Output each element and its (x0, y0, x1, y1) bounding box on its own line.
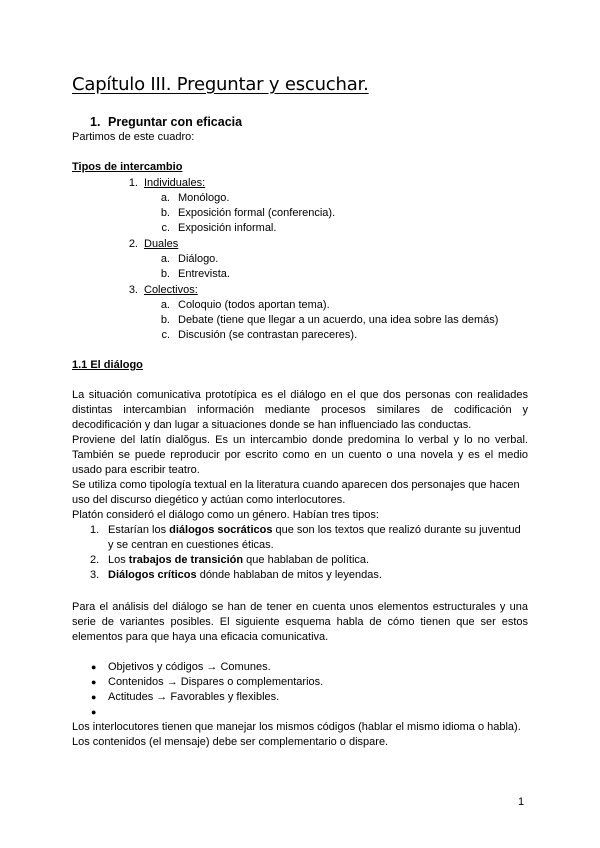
bullet-icon: ● (91, 707, 97, 717)
paragraph: Platón consideró el diálogo como un género. Habían tres tipos: (72, 509, 379, 521)
bullet-icon: ● (91, 677, 97, 687)
list-item-bold: diálogos socráticos (169, 524, 273, 536)
bullet-icon: ● (91, 692, 97, 702)
section-intro: Partimos de este cuadro: (72, 131, 195, 143)
list-item-text: Debate (tiene que llegar a un acuerdo, una idea sobre las demás) (178, 314, 499, 326)
list-letter: a. (160, 192, 170, 204)
list-letter: b. (160, 268, 170, 280)
list-item (156, 206, 335, 221)
list-letter: c. (161, 329, 170, 341)
group-label: Individuales: (144, 177, 206, 189)
paragraph: Para el análisis del diálogo se han de tener en cuenta unos elementos estructurales y una serie de variantes posibles. El siguiente esquema habla de cómo tienen que ser estos elementos para que haya una eficacia comunicativa. (72, 601, 528, 643)
list-item (72, 523, 528, 553)
list-item (156, 221, 276, 236)
section-heading-text: Preguntar con eficacia (108, 115, 243, 129)
section-number: 1. (90, 115, 101, 129)
page-number: 1 (518, 796, 525, 808)
list-item (156, 298, 330, 313)
list-letter: b. (160, 314, 170, 326)
list-number: 3. (128, 284, 138, 296)
paragraph: Los interlocutores tienen que manejar los mismos códigos (hablar el mismo idioma o habla). Los contenidos (el mensaje) debe ser complementario o dispare. (72, 721, 521, 748)
list-item (72, 568, 528, 583)
list-item (156, 191, 229, 206)
list-letter: a. (160, 299, 170, 311)
bullet-icon: ● (91, 662, 97, 672)
list-item (156, 252, 218, 267)
tipos-group (120, 176, 205, 191)
list-item-text: dónde hablaban de mitos y leyendas. (196, 569, 382, 581)
list-item-text: Monólogo. (178, 192, 230, 204)
list-number: 2. (90, 554, 100, 566)
list-number: 1. (128, 177, 138, 189)
list-item-text: Actitudes → Favorables y flexibles. (108, 691, 280, 703)
tipos-group (120, 283, 198, 298)
paragraph: Proviene del latín dialŏgus. Es un intercambio donde predomina lo verbal y lo no verbal. También se puede reproducir por escrito como en un cuento o una novela y es el medio usado para escribir teatro. (72, 434, 528, 476)
list-number: 1. (90, 524, 100, 536)
list-item (156, 267, 230, 282)
list-number: 2. (128, 238, 138, 250)
tipos-heading: Tipos de intercambio (72, 161, 183, 173)
subsection-heading: 1.1 El diálogo (72, 359, 143, 371)
list-number: 3. (90, 569, 100, 581)
list-letter: b. (160, 207, 170, 219)
list-item-bold: Diálogos críticos (108, 569, 197, 581)
list-item-bold: trabajos de transición (128, 554, 244, 566)
list-item-text: que son los textos que realizó durante su juventud y se centran en cuestiones éticas. (108, 524, 521, 551)
list-item-text: Coloquio (todos aportan tema). (178, 299, 330, 311)
list-item (156, 328, 357, 343)
list-item (72, 705, 528, 720)
list-item-text: Objetivos y códigos → Comunes. (108, 661, 271, 673)
list-item-text: Exposición formal (conferencia). (178, 207, 336, 219)
list-item-text: Estarían los (108, 524, 170, 536)
list-item (156, 313, 498, 328)
list-item (72, 660, 528, 675)
list-item (72, 690, 528, 705)
tipos-group (120, 237, 178, 252)
list-letter: a. (160, 253, 170, 265)
list-item-text: Contenidos → Dispares o complementarios. (108, 676, 324, 688)
list-item-text: Discusión (se contrastan pareceres). (178, 329, 358, 341)
list-item-text: Exposición informal. (178, 222, 277, 234)
dialog-types-list (72, 523, 528, 583)
list-item (72, 675, 528, 690)
list-item-text: Los (108, 554, 129, 566)
bullet-list (72, 660, 528, 720)
group-label: Duales (144, 238, 179, 250)
list-item-text: Entrevista. (178, 268, 230, 280)
list-item (72, 553, 528, 568)
paragraph: La situación comunicativa prototípica es el diálogo en el que dos personas con realidades distintas intercambian información mediante procesos similares de codificación y decodificación y dan lugar a situaciones donde se han influenciado las conductas. (72, 389, 528, 431)
list-item-text: Diálogo. (178, 253, 219, 265)
section-heading (72, 115, 242, 129)
list-item-text: que hablaban de política. (243, 554, 370, 566)
paragraph: Se utiliza como tipología textual en la literatura cuando aparecen dos personajes que hacen uso del discurso diegético y actúan como interlocutores. (72, 479, 520, 506)
chapter-title: Capítulo III. Preguntar y escuchar. (72, 74, 369, 95)
group-label: Colectivos: (144, 284, 198, 296)
list-letter: c. (161, 222, 170, 234)
